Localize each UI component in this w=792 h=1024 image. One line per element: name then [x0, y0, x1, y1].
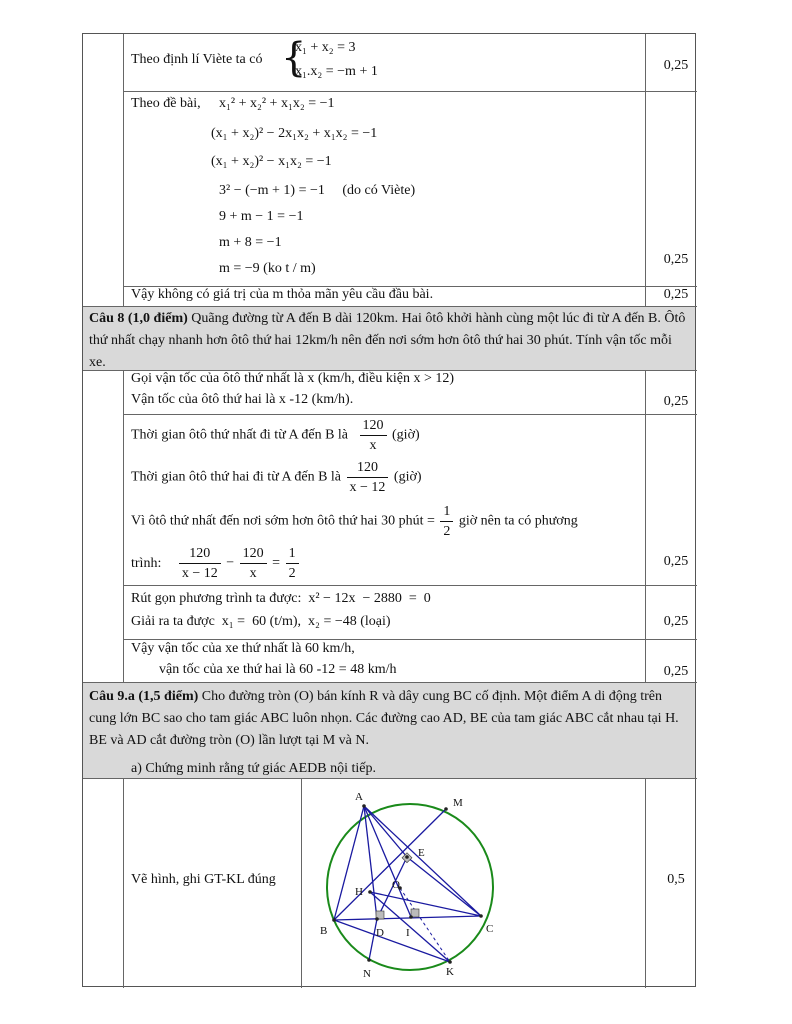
q8b-reason: [131, 502, 578, 541]
condition-line-5: 9 + m − 1 = −1: [219, 209, 304, 224]
question-8-body: Quãng đường từ A đến B dài 120km. Hai ôtô khởi hành cùng một lúc đi từ A đến B. Ôtô thứ nhất chạy nhanh hơn ôtô thứ hai 12km/h nên đến nơi sớm hơn ôtô thứ hai 30 phút. Tính vận tốc mỗi xe.: [89, 311, 686, 370]
q8b-eq-equals: =: [272, 555, 281, 571]
q8b-time-1-unit: (giờ): [392, 427, 420, 443]
q8b-eq-fraction-3: $\frac{1}{2}$: [286, 544, 299, 583]
condition-line-1: x₁² + x₂² + x₁x₂ = −1: [219, 96, 335, 111]
condition-label: Theo đề bài,: [131, 96, 201, 111]
viete-label: Theo định lí Viète ta có: [131, 52, 263, 67]
viete-score: 0,25: [663, 58, 689, 73]
q8b-time-1-fraction: $\frac{120}{x}$: [360, 416, 387, 455]
conclusion-7-score: 0,25: [663, 287, 689, 302]
q8b-time-1-label: Thời gian ôtô thứ nhất đi từ A đến B là: [131, 427, 349, 443]
condition-line-7: m = −9 (ko t / m): [219, 261, 316, 276]
label-c: C: [486, 923, 494, 935]
q9a-text: Vẽ hình, ghi GT-KL đúng: [131, 872, 276, 887]
label-o: O: [392, 879, 400, 891]
q8a-score: 0,25: [663, 394, 689, 409]
q9a-score: 0,5: [667, 872, 685, 887]
question-9: [89, 686, 689, 752]
q8c-line-2: Giải ra ta được x₁ = 60 (t/m), x₂ = −48 (loại): [131, 614, 391, 629]
question-8-heading: Câu 8 (1,0 điểm): [89, 311, 188, 326]
viete-eq1: x₁ + x₂ = 3: [295, 40, 356, 55]
label-e: E: [418, 847, 425, 859]
condition-line-3: (x₁ + x₂)² − x₁x₂ = −1: [211, 154, 332, 169]
q8b-time-2-label: Thời gian ôtô thứ hai đi từ A đến B là: [131, 469, 342, 485]
q8b-time-2-unit: (giờ): [393, 469, 422, 485]
q8a-line-1: Gọi vận tốc của ôtô thứ nhất là x (km/h, điều kiện x > 12): [131, 371, 455, 386]
condition-line-4: 3² − (−m + 1) = −1 (do có Viète): [219, 183, 416, 198]
q8d-line-1: Vậy vận tốc của xe thứ nhất là 60 km/h,: [131, 641, 355, 656]
label-a: A: [355, 791, 363, 803]
conclusion-7-text: Vậy không có giá trị của m thỏa mãn yêu cầu đầu bài.: [131, 287, 434, 302]
label-k: K: [446, 966, 454, 978]
q8b-score: 0,25: [663, 554, 689, 569]
q8b-eq-minus: −: [226, 555, 235, 571]
q8d-line-2: vận tốc của xe thứ hai là 60 -12 = 48 km/h: [159, 662, 397, 677]
question-9-body: Cho đường tròn (O) bán kính R và dây cung BC cố định. Một điểm A di động trên cung lớn BC sao cho tam giác ABC luôn nhọn. Các đường cao AD, BE của tam giác ABC cắt nhau tại H. BE và AD cắt đường tròn (O) lần lượt tại M và N.: [89, 689, 679, 748]
question-9-heading: Câu 9.a (1,5 điểm): [89, 689, 199, 704]
circle-o: [327, 804, 493, 970]
label-d: D: [376, 927, 384, 939]
q8b-time-1: [131, 416, 420, 455]
question-8: [89, 308, 689, 374]
q8b-eq-fraction-1: $\frac{120}{x - 12}$: [179, 544, 221, 583]
label-m: M: [453, 797, 463, 809]
condition-score: 0,25: [663, 252, 689, 267]
label-b: B: [320, 925, 328, 937]
label-n: N: [363, 968, 371, 980]
question-9-sub: a) Chứng minh rằng tứ giác AEDB nội tiếp.: [131, 761, 376, 776]
condition-line-2: (x₁ + x₂)² − 2x₁x₂ + x₁x₂ = −1: [211, 126, 378, 141]
q8b-eq-fraction-2: $\frac{120}{x}$: [240, 544, 267, 583]
q8b-reason-text-2: giờ nên ta có phương: [458, 513, 578, 529]
q8b-equation: [131, 544, 301, 583]
q8c-score: 0,25: [663, 614, 689, 629]
q8b-time-2-fraction: $\frac{120}{x - 12}$: [347, 458, 389, 497]
geometry-figure: [303, 784, 503, 984]
answer-table: [82, 33, 696, 987]
viete-brace: {: [281, 35, 307, 81]
viete-eq2: x₁.x₂ = −m + 1: [295, 64, 378, 79]
q8c-line-1: Rút gọn phương trình ta được: x² − 12x − 2880 = 0: [131, 591, 431, 606]
q8d-score: 0,25: [663, 664, 689, 679]
q8a-line-2: Vận tốc của ôtô thứ hai là x -12 (km/h).: [131, 392, 354, 407]
q8b-time-2: [131, 458, 422, 497]
condition-line-6: m + 8 = −1: [219, 235, 282, 250]
q8b-equation-label: trình:: [131, 555, 162, 571]
q8b-half-fraction: $\frac{1}{2}$: [440, 502, 453, 541]
label-h: H: [355, 886, 363, 898]
q8b-reason-text-1: Vì ôtô thứ nhất đến nơi sớm hơn ôtô thứ hai 30 phút =: [131, 513, 435, 529]
label-i: I: [406, 927, 410, 939]
